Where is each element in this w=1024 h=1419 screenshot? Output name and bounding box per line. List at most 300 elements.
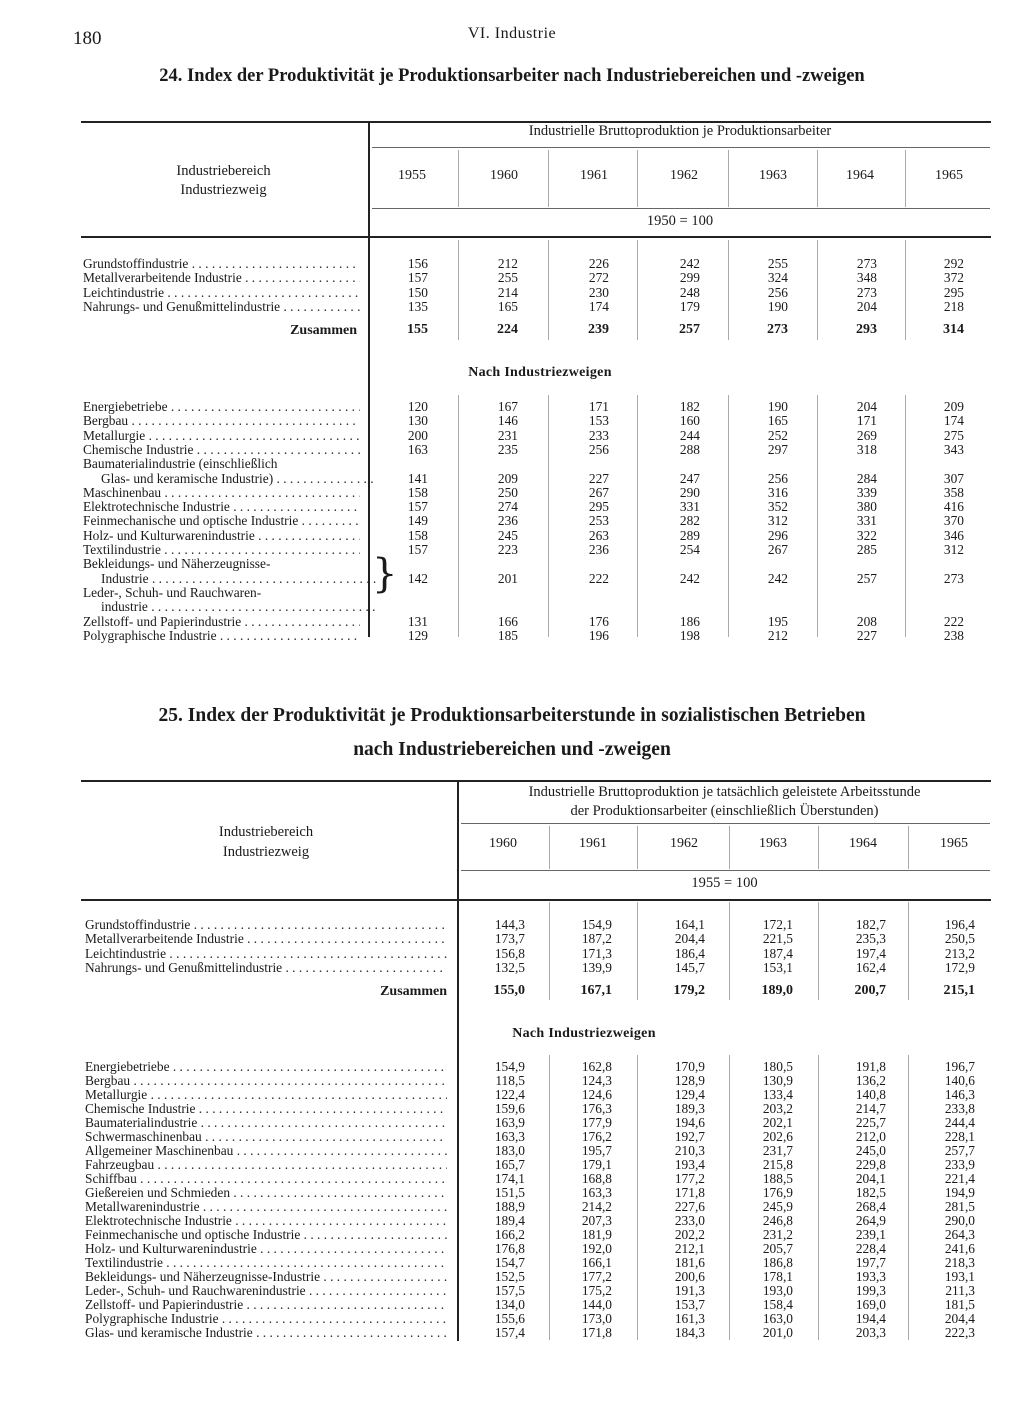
t25-group2-row-label: Metallurgie . . .	[85, 1088, 447, 1103]
t25-group2-row-label: Chemische Industrie . . .	[85, 1102, 447, 1117]
t25-group2-cell: 194,6	[674, 1115, 705, 1130]
t25-column-separator	[729, 1055, 730, 1340]
t25-group2-cell: 171,8	[581, 1325, 612, 1340]
t24-group2-cell	[728, 457, 788, 472]
t24-column-separator	[637, 240, 638, 340]
t25-total-cell: 200,7	[854, 983, 886, 998]
t24-group2-cell: 131	[407, 613, 428, 629]
t24-group2-cell: 257	[856, 570, 877, 586]
t25-group2-cell: 189,4	[494, 1213, 525, 1228]
t25-group2-cell: 192,0	[581, 1241, 612, 1256]
t25-group2-row-label: Bekleidungs- und Näherzeugnisse-Industrie . . .	[85, 1270, 447, 1285]
t24-group2-cell: 208	[856, 613, 877, 629]
table-25-years-rule	[461, 870, 990, 871]
t24-group2-cell: 190	[767, 399, 788, 414]
t24-group1-row-label: Grundstoffindustrie . . .	[83, 257, 360, 272]
t24-column-separator	[458, 150, 459, 207]
t24-year-6: 1965	[935, 168, 963, 183]
t24-group2-cell: 331	[856, 513, 877, 529]
t25-group2-cell: 166,2	[494, 1227, 525, 1242]
t25-group2-cell: 214,7	[855, 1101, 886, 1116]
t25-group2-cell: 182,5	[855, 1185, 886, 1200]
t24-group2-cell: 222	[943, 613, 964, 629]
t24-group2-row-label: Feinmechanische und optische Industrie . . .	[83, 514, 360, 529]
t25-group2-row-label: Holz- und Kulturwarenindustrie . . .	[85, 1242, 447, 1257]
t25-year-3: 1963	[759, 836, 787, 851]
t24-group2-cell: 370	[943, 513, 964, 529]
t24-group1-cell: 157	[407, 270, 428, 286]
t24-group2-cell: 285	[856, 542, 877, 557]
t24-group2-cell: 171	[856, 413, 877, 429]
t25-group2-cell: 140,6	[944, 1073, 975, 1088]
t24-group1-cell: 372	[943, 270, 964, 286]
table-25-title-line1: 25. Index der Produktivität je Produktionsarbeiterstunde in sozialistischen Betrieben	[158, 705, 866, 726]
t24-group2-cell	[458, 600, 518, 615]
t24-group2-cell: 267	[767, 542, 788, 557]
t24-group1-row-label: Metallverarbeitende Industrie . . .	[83, 271, 360, 286]
t25-group2-cell: 154,9	[494, 1059, 525, 1074]
t25-group2-cell: 201,0	[762, 1325, 793, 1340]
table-24-total-label: Zusammen	[290, 323, 357, 338]
table-24-subheader: Nach Industriezweigen	[468, 365, 612, 380]
t24-group1-cell: 255	[767, 256, 788, 271]
t25-group2-cell: 151,5	[494, 1185, 525, 1200]
t25-group2-cell: 129,4	[674, 1087, 705, 1102]
t25-group2-cell: 195,7	[581, 1143, 612, 1158]
t24-group1-cell: 226	[588, 256, 609, 271]
t24-group2-cell: 289	[679, 527, 700, 543]
t24-group1-cell: 295	[943, 284, 964, 300]
t25-group2-cell: 228,1	[944, 1129, 975, 1144]
t25-group2-cell: 134,0	[494, 1297, 525, 1312]
t25-column-separator	[549, 902, 550, 1000]
t24-group2-cell: 358	[943, 484, 964, 500]
table-24-stub-header-1: Industriebereich	[176, 163, 271, 179]
table-24-body-rule	[81, 236, 991, 238]
t25-group2-row-label: Feinmechanische und optische Industrie . . .	[85, 1228, 447, 1243]
t24-group1-cell: 255	[497, 270, 518, 286]
table-24-years-rule	[372, 208, 990, 209]
t24-group2-cell: 296	[767, 527, 788, 543]
t24-group2-cell	[904, 600, 964, 615]
t24-group2-cell	[640, 600, 700, 615]
t25-group2-cell: 165,7	[494, 1157, 525, 1172]
t25-group2-cell: 244,4	[944, 1115, 975, 1130]
t25-group2-row-label: Polygraphische Industrie . . .	[85, 1312, 447, 1327]
t25-group2-cell: 118,5	[495, 1073, 525, 1088]
t24-group2-cell: 201	[497, 570, 518, 586]
t24-group2-cell	[817, 586, 877, 601]
table-25-header-rule	[461, 823, 990, 824]
t24-group2-row-label: Maschinenbau . . .	[83, 486, 360, 501]
t24-group2-row-label: Holz- und Kulturwarenindustrie . . .	[83, 529, 360, 544]
t25-group2-cell: 163,0	[762, 1311, 793, 1326]
t25-group2-cell: 171,8	[674, 1185, 705, 1200]
t25-group2-cell: 184,3	[674, 1325, 705, 1340]
t25-group2-row-label: Zellstoff- und Papierindustrie . . .	[85, 1298, 447, 1313]
t24-group2-cell: 256	[767, 470, 788, 486]
t24-group1-cell: 273	[856, 256, 877, 271]
t24-group2-row-label: Glas- und keramische Industrie) . . .	[83, 472, 378, 487]
t25-group1-cell: 196,4	[944, 917, 975, 932]
table-24-header-rule	[372, 147, 990, 148]
t25-group2-cell: 163,3	[494, 1129, 525, 1144]
t25-group2-cell: 202,2	[674, 1227, 705, 1242]
t25-group2-cell: 193,0	[762, 1283, 793, 1298]
t24-group2-cell: 129	[407, 627, 428, 643]
t24-group1-cell: 212	[497, 256, 518, 271]
t25-group2-cell: 177,9	[581, 1115, 612, 1130]
t25-column-separator	[729, 902, 730, 1000]
t25-group1-cell: 250,5	[944, 931, 975, 947]
t24-year-0: 1955	[398, 168, 426, 183]
t25-total-cell: 215,1	[943, 983, 975, 998]
t24-group1-cell: 299	[679, 270, 700, 286]
t25-group2-row-label: Baumaterialindustrie . . .	[85, 1116, 447, 1131]
t25-group1-cell: 197,4	[855, 945, 886, 961]
t24-group2-cell: 284	[856, 470, 877, 486]
table-25-title-line2: nach Industriebereichen und -zweigen	[353, 739, 671, 760]
t25-group1-cell: 172,9	[944, 959, 975, 975]
t24-group2-cell: 167	[497, 399, 518, 414]
t24-column-separator	[728, 150, 729, 207]
t24-group2-cell: 331	[679, 499, 700, 515]
t24-group1-cell: 348	[856, 270, 877, 286]
t24-group2-cell: 275	[943, 427, 964, 443]
t24-group2-cell: 295	[588, 499, 609, 515]
t24-group2-cell: 212	[767, 627, 788, 643]
t25-group2-cell: 140,8	[855, 1087, 886, 1102]
t25-group2-cell: 264,3	[944, 1227, 975, 1242]
t24-group2-cell	[640, 457, 700, 472]
t24-total-cell: 155	[407, 322, 428, 337]
t25-group2-cell: 196,7	[944, 1059, 975, 1074]
t25-group2-cell: 136,2	[855, 1073, 886, 1088]
t25-column-separator	[549, 1055, 550, 1340]
t24-group2-cell: 204	[856, 399, 877, 414]
t25-group2-cell: 211,3	[945, 1283, 975, 1298]
t24-group2-cell: 158	[407, 527, 428, 543]
t25-group2-cell: 233,9	[944, 1157, 975, 1172]
t24-group2-cell: 339	[856, 484, 877, 500]
t25-group2-cell: 210,3	[674, 1143, 705, 1158]
t24-group2-cell: 312	[943, 542, 964, 557]
t25-group2-cell: 191,3	[674, 1283, 705, 1298]
t24-total-cell: 224	[497, 322, 518, 337]
t25-group2-cell: 146,3	[944, 1087, 975, 1102]
t24-group1-cell: 230	[588, 284, 609, 300]
t24-group2-cell: 222	[588, 570, 609, 586]
t25-group2-cell: 214,2	[581, 1199, 612, 1214]
table-25-top-rule	[81, 780, 991, 782]
t24-group2-cell: 235	[497, 441, 518, 457]
t25-group2-cell: 193,3	[855, 1269, 886, 1284]
t24-column-separator	[548, 150, 549, 207]
t24-year-2: 1961	[580, 168, 608, 183]
t25-group2-cell: 203,3	[855, 1325, 886, 1340]
t24-group2-cell: 252	[767, 427, 788, 443]
t25-group2-cell: 183,0	[494, 1143, 525, 1158]
t24-group2-cell: 343	[943, 441, 964, 457]
table-24-column-header: Industrielle Bruttoproduktion je Produktionsarbeiter	[528, 123, 832, 139]
t24-group2-cell: 352	[767, 499, 788, 515]
t25-group1-cell: 204,4	[674, 931, 705, 947]
t24-group2-cell: 209	[943, 399, 964, 414]
t25-total-cell: 179,2	[673, 983, 705, 998]
t24-group2-cell: 238	[943, 627, 964, 643]
t24-total-cell: 314	[943, 322, 964, 337]
t25-group2-cell: 180,5	[762, 1059, 793, 1074]
t24-group1-cell: 156	[407, 256, 428, 271]
t24-group2-cell: 245	[497, 527, 518, 543]
t25-group1-cell: 186,4	[674, 945, 705, 961]
t24-group2-row-label: Zellstoff- und Papierindustrie . . .	[83, 615, 360, 630]
t25-group2-cell: 194,9	[944, 1185, 975, 1200]
t25-group2-cell: 189,3	[674, 1101, 705, 1116]
t24-group2-cell: 158	[407, 484, 428, 500]
t24-group2-cell: 346	[943, 527, 964, 543]
t25-group2-cell: 181,6	[674, 1255, 705, 1270]
t25-group2-cell: 188,5	[762, 1171, 793, 1186]
t25-group2-row-label: Metallwarenindustrie . . .	[85, 1200, 447, 1215]
chapter-title: VI. Industrie	[467, 25, 557, 42]
t25-group2-cell: 257,7	[944, 1143, 975, 1158]
t25-group2-cell: 157,5	[494, 1283, 525, 1298]
t24-group2-cell: 171	[588, 399, 609, 414]
t25-group2-cell: 130,9	[762, 1073, 793, 1088]
t24-group1-cell: 179	[679, 298, 700, 314]
t25-group2-cell: 199,3	[855, 1283, 886, 1298]
t24-year-3: 1962	[670, 168, 698, 183]
t24-total-cell: 293	[856, 322, 877, 337]
t24-group2-cell: 316	[767, 484, 788, 500]
t25-group2-cell: 175,2	[581, 1283, 612, 1298]
t24-group2-cell: 146	[497, 413, 518, 429]
t25-group2-cell: 163,3	[581, 1185, 612, 1200]
t24-group2-cell: 227	[588, 470, 609, 486]
t24-column-separator	[637, 395, 638, 637]
t25-group2-cell: 229,8	[855, 1157, 886, 1172]
t25-group1-cell: 139,9	[581, 959, 612, 975]
t25-group2-cell: 207,3	[581, 1213, 612, 1228]
t24-group2-cell: 176	[588, 613, 609, 629]
t25-group2-cell: 173,0	[581, 1311, 612, 1326]
t24-group2-cell	[368, 457, 428, 472]
t24-group2-cell	[549, 600, 609, 615]
t24-group2-cell: 227	[856, 627, 877, 643]
t25-group2-cell: 163,9	[494, 1115, 525, 1130]
t24-group2-cell: 254	[679, 542, 700, 557]
t24-group2-cell: 253	[588, 513, 609, 529]
t25-group2-cell: 170,9	[674, 1059, 705, 1074]
t24-group2-cell	[549, 586, 609, 601]
table-25-stub-header-2: Industriezweig	[222, 844, 310, 860]
t24-group2-cell: 269	[856, 427, 877, 443]
t24-group2-cell	[368, 600, 428, 615]
t25-group2-cell: 133,4	[762, 1087, 793, 1102]
t25-group2-cell: 203,2	[762, 1101, 793, 1116]
t25-group2-cell: 197,7	[855, 1255, 886, 1270]
t25-group2-cell: 281,5	[944, 1199, 975, 1214]
t25-group2-row-label: Allgemeiner Maschinenbau . . .	[85, 1144, 447, 1159]
t24-group1-row-label: Nahrungs- und Genußmittelindustrie . . .	[83, 300, 360, 315]
t25-group2-row-label: Schiffbau . . .	[85, 1172, 447, 1187]
t24-group2-cell: 416	[943, 499, 964, 515]
t24-group2-cell: 195	[767, 613, 788, 629]
t25-group2-cell: 193,1	[944, 1269, 975, 1284]
t25-group2-cell: 122,4	[494, 1087, 525, 1102]
t24-group2-cell: 182	[679, 399, 700, 414]
t24-group2-cell: 242	[679, 570, 700, 586]
t24-group2-cell: 160	[679, 413, 700, 429]
t24-group2-cell: 196	[588, 627, 609, 643]
t25-group1-row-label: Nahrungs- und Genußmittelindustrie . . .	[85, 961, 447, 976]
t25-group2-cell: 158,4	[762, 1297, 793, 1312]
t25-group1-cell: 187,4	[762, 945, 793, 961]
t25-group2-cell: 290,0	[944, 1213, 975, 1228]
t25-group2-cell: 222,3	[944, 1325, 975, 1340]
t24-group1-cell: 174	[588, 298, 609, 314]
t24-group2-row-label: Polygraphische Industrie . . .	[83, 629, 360, 644]
t25-group2-cell: 193,4	[674, 1157, 705, 1172]
t25-group1-cell: 171,3	[581, 945, 612, 961]
t24-group1-cell: 272	[588, 270, 609, 286]
t25-group2-row-label: Glas- und keramische Industrie . . .	[85, 1326, 447, 1341]
t25-group1-cell: 144,3	[494, 917, 525, 932]
t24-year-5: 1964	[846, 168, 874, 183]
t24-group2-cell	[817, 457, 877, 472]
t24-group2-cell: 142	[407, 570, 428, 586]
t24-group2-cell: 185	[497, 627, 518, 643]
t25-group2-cell: 245,0	[855, 1143, 886, 1158]
t24-group2-cell: 242	[767, 570, 788, 586]
table-25-body-rule	[81, 899, 991, 901]
t25-group2-cell: 246,8	[762, 1213, 793, 1228]
t24-group2-cell	[458, 457, 518, 472]
t25-group2-cell: 228,4	[855, 1241, 886, 1256]
t25-group1-cell: 187,2	[581, 931, 612, 947]
t25-group2-cell: 204,1	[855, 1171, 886, 1186]
t24-group2-cell: 198	[679, 627, 700, 643]
t24-group2-row-label: Elektrotechnische Industrie . . .	[83, 500, 360, 515]
table-24-title: 24. Index der Produktivität je Produktionsarbeiter nach Industriebereichen und -zweigen	[159, 66, 865, 86]
t24-group1-cell: 165	[497, 298, 518, 314]
t25-group1-cell: 172,1	[762, 917, 793, 932]
t24-group2-cell: 130	[407, 413, 428, 429]
t25-column-separator	[637, 826, 638, 869]
t24-group2-cell: 247	[679, 470, 700, 486]
t25-year-1: 1961	[579, 836, 607, 851]
t25-column-separator	[818, 1055, 819, 1340]
t24-group2-cell: 282	[679, 513, 700, 529]
t25-group2-row-label: Energiebetriebe . . .	[85, 1060, 447, 1075]
table-25-subheader: Nach Industriezweigen	[512, 1026, 656, 1041]
table-24-base-year: 1950 = 100	[646, 213, 714, 229]
t24-group2-cell: 163	[407, 441, 428, 457]
t25-group2-cell: 181,5	[944, 1297, 975, 1312]
t24-group2-row-label: Chemische Industrie . . .	[83, 443, 360, 458]
t25-year-0: 1960	[489, 836, 517, 851]
t24-group2-cell: 380	[856, 499, 877, 515]
t25-group1-cell: 156,8	[494, 945, 525, 961]
t24-group2-cell: 231	[497, 427, 518, 443]
t25-group2-cell: 176,9	[762, 1185, 793, 1200]
t25-group2-cell: 188,9	[494, 1199, 525, 1214]
t25-group1-row-label: Grundstoffindustrie . . .	[85, 918, 447, 933]
t24-group1-cell: 190	[767, 298, 788, 314]
t24-group2-cell: 307	[943, 470, 964, 486]
table-25-total-label: Zusammen	[380, 984, 447, 999]
t24-group2-cell: 223	[497, 542, 518, 557]
t25-group1-cell: 145,7	[674, 959, 705, 975]
t25-group2-cell: 155,6	[494, 1311, 525, 1326]
t25-column-separator	[818, 902, 819, 1000]
t24-group2-cell: 297	[767, 441, 788, 457]
t24-group2-cell: 141	[407, 470, 428, 486]
t24-group2-row-label: industrie . . .	[83, 600, 378, 615]
t25-group2-cell: 186,8	[762, 1255, 793, 1270]
t25-group2-cell: 245,9	[762, 1199, 793, 1214]
t25-group2-row-label: Bergbau . . .	[85, 1074, 447, 1089]
t24-group2-cell: 290	[679, 484, 700, 500]
t25-group1-row-label: Leichtindustrie . . .	[85, 947, 447, 962]
t25-group1-cell: 162,4	[855, 959, 886, 975]
t25-group2-cell: 124,3	[581, 1073, 612, 1088]
t25-column-separator	[729, 826, 730, 869]
table-25-column-header-2: der Produktionsarbeiter (einschließlich Überstunden)	[570, 803, 879, 819]
t25-group2-row-label: Schwermaschinenbau . . .	[85, 1130, 447, 1145]
t25-group2-cell: 233,0	[674, 1213, 705, 1228]
t24-total-cell: 273	[767, 322, 788, 337]
t24-group1-cell: 256	[767, 284, 788, 300]
t24-group2-cell: 157	[407, 499, 428, 515]
t24-group2-cell	[549, 457, 609, 472]
t24-group2-cell: 166	[497, 613, 518, 629]
t24-year-4: 1963	[759, 168, 787, 183]
t25-group2-cell: 177,2	[581, 1269, 612, 1284]
t24-group2-cell: 267	[588, 484, 609, 500]
t25-group1-cell: 154,9	[581, 917, 612, 932]
t25-column-separator	[908, 902, 909, 1000]
t25-group2-cell: 162,8	[581, 1059, 612, 1074]
t24-group2-cell: 256	[588, 441, 609, 457]
t24-group2-row-label: Textilindustrie . . .	[83, 543, 360, 558]
t24-group2-cell	[904, 457, 964, 472]
t24-group2-row-label: Metallurgie . . .	[83, 429, 360, 444]
t25-group2-cell: 225,7	[855, 1115, 886, 1130]
t25-group2-cell: 202,1	[762, 1115, 793, 1130]
t25-year-5: 1965	[940, 836, 968, 851]
t25-group2-cell: 200,6	[674, 1269, 705, 1284]
table-24-stub-header-2: Industriezweig	[180, 182, 267, 198]
t24-group2-cell: 149	[407, 513, 428, 529]
t25-group2-row-label: Fahrzeugbau . . .	[85, 1158, 447, 1173]
t25-group1-cell: 164,1	[674, 917, 705, 932]
t25-column-separator	[637, 1055, 638, 1340]
t24-group2-cell: 209	[497, 470, 518, 486]
t25-group1-cell: 132,5	[494, 959, 525, 975]
t25-group2-cell: 176,8	[494, 1241, 525, 1256]
t25-group1-cell: 182,7	[855, 917, 886, 932]
t25-column-separator	[908, 1055, 909, 1340]
t25-group2-cell: 159,6	[494, 1101, 525, 1116]
t25-group2-cell: 233,8	[944, 1101, 975, 1116]
page-number: 180	[73, 28, 102, 49]
t25-group2-cell: 166,1	[581, 1255, 612, 1270]
t25-group2-row-label: Leder-, Schuh- und Rauchwarenindustrie . . .	[85, 1284, 447, 1299]
t25-group2-cell: 212,1	[674, 1241, 705, 1256]
t25-group2-cell: 176,2	[581, 1129, 612, 1144]
